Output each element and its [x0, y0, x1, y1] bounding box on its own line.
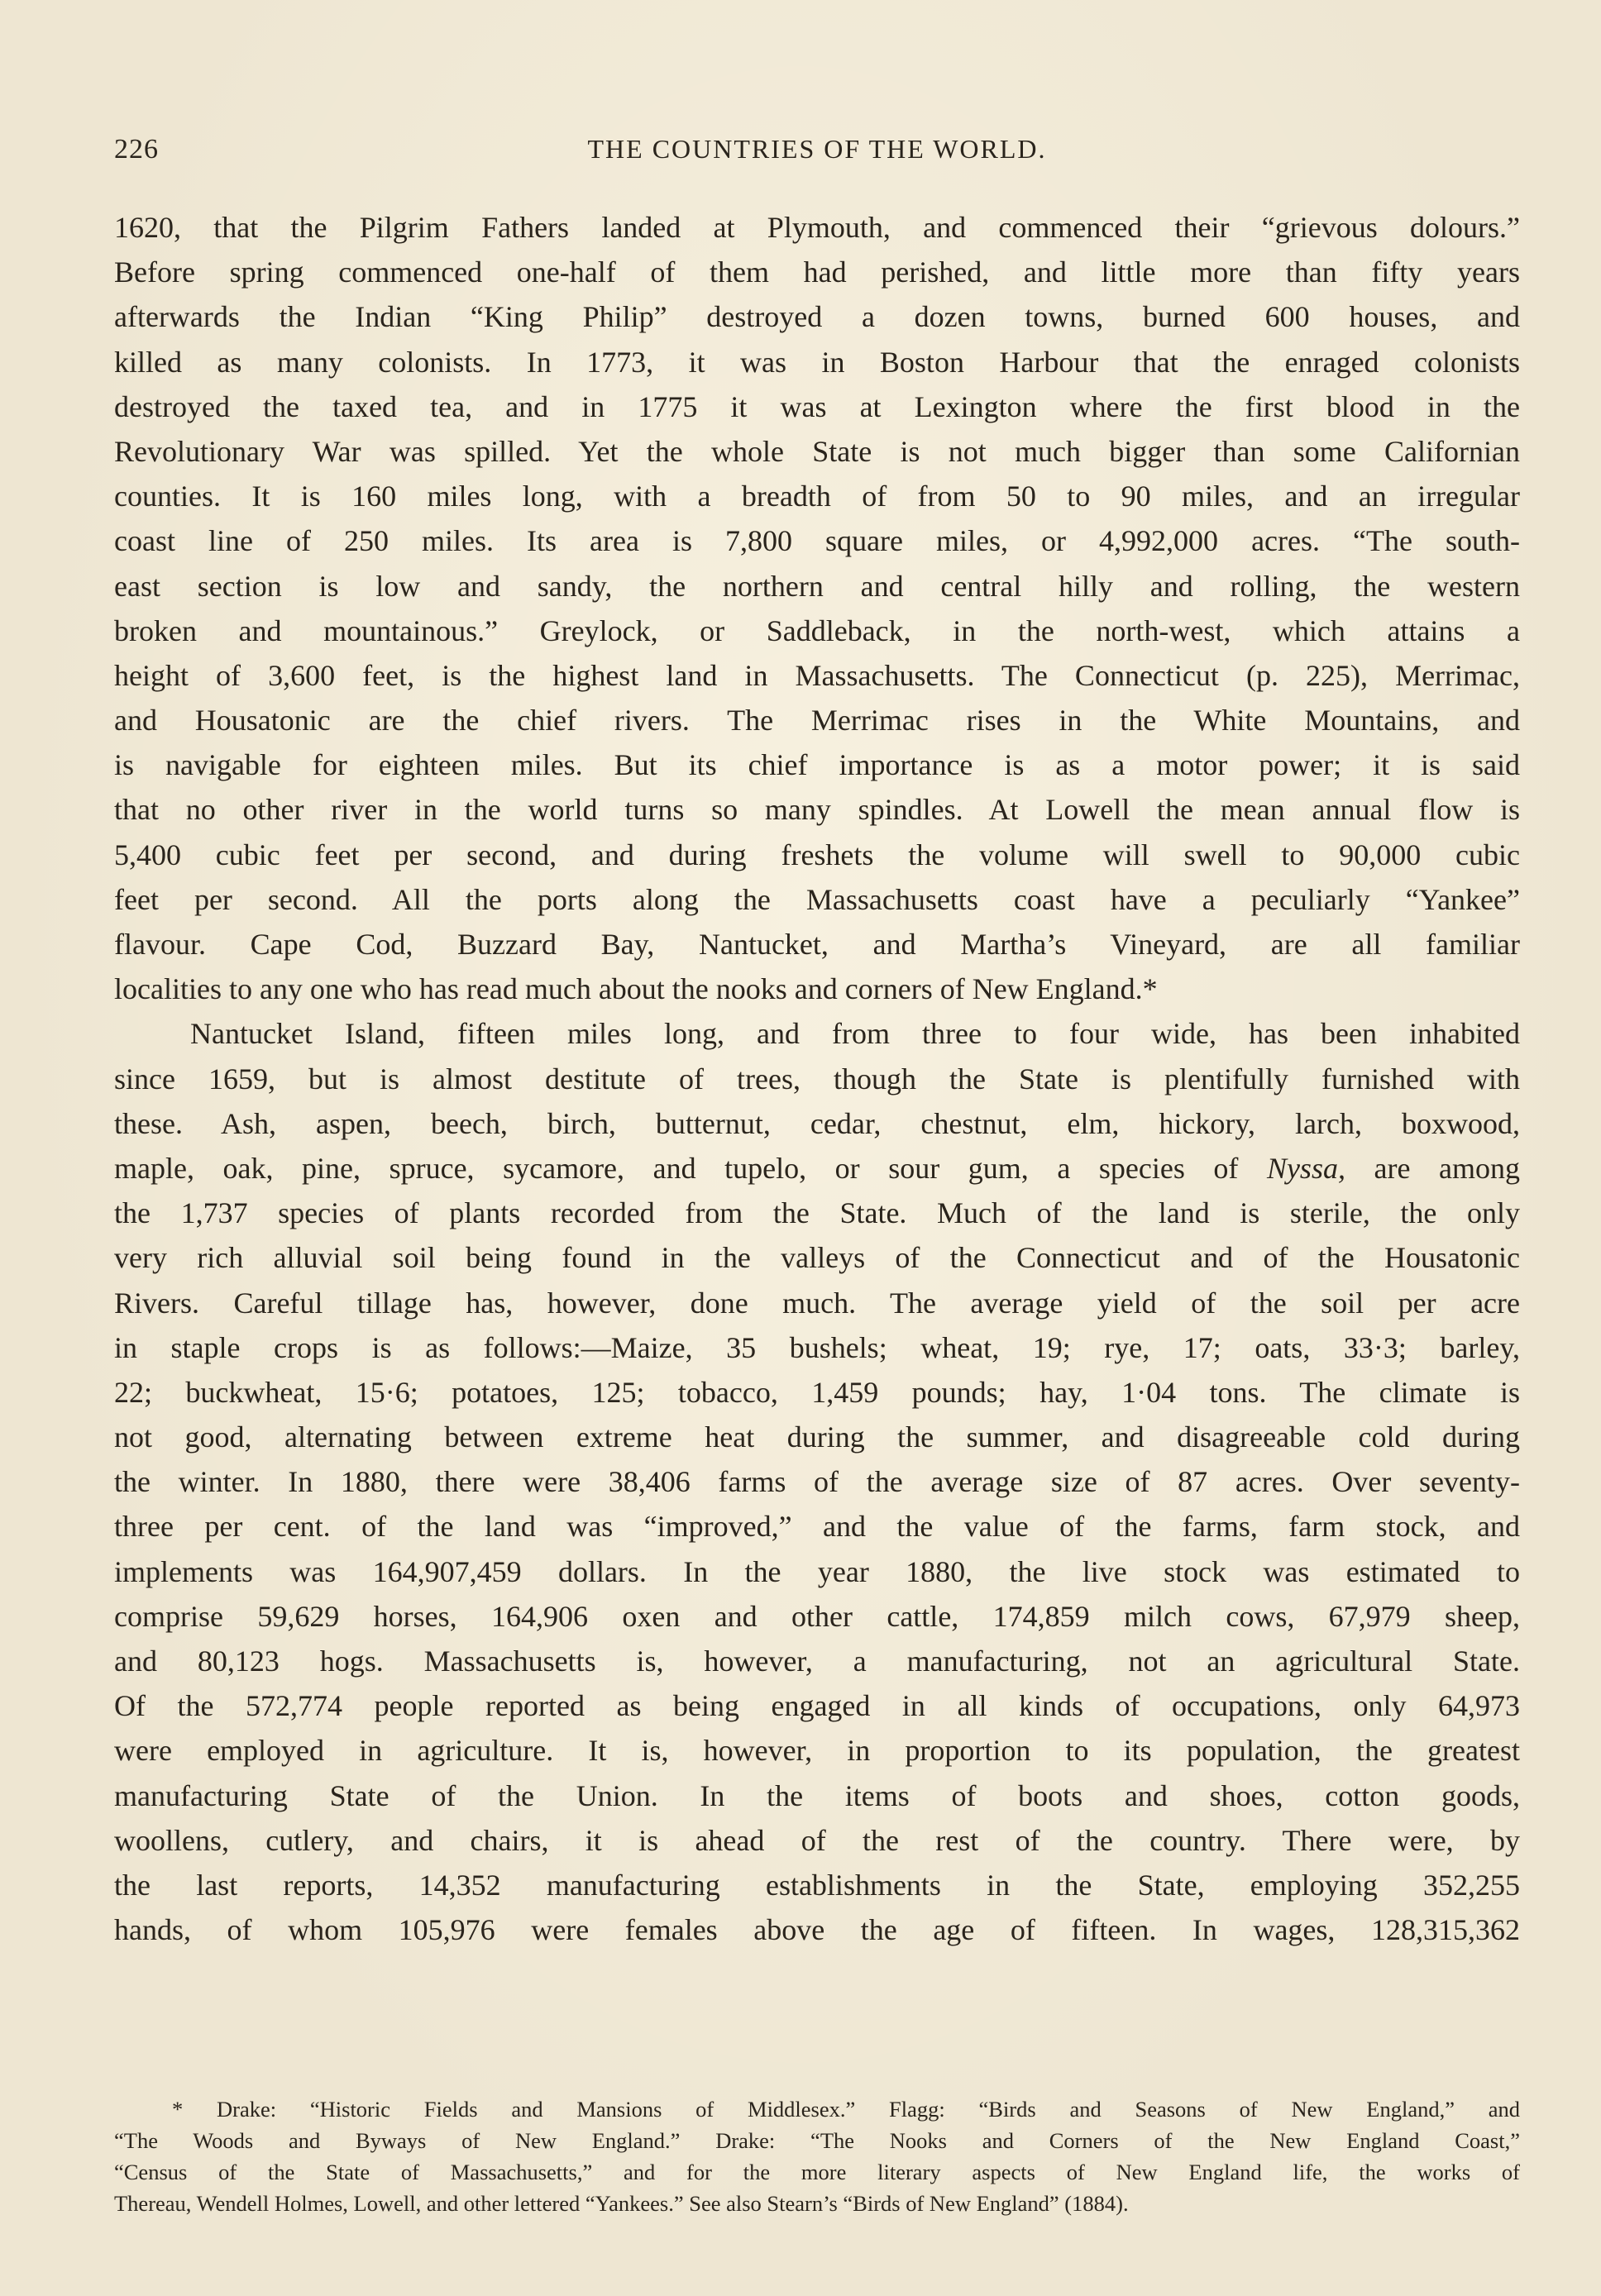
- text-line: height of 3,600 feet, is the highest land in Massachusetts. The Connecticut (p. 225), Merrimac,: [114, 658, 1520, 692]
- text-line: flavour. Cape Cod, Buzzard Bay, Nantucket, and Martha’s Vineyard, are all familiar: [114, 928, 1520, 961]
- text-line: is navigable for eighteen miles. But its chief importance is as a motor power; it is said: [114, 748, 1520, 782]
- text-line: killed as many colonists. In 1773, it was in Boston Harbour that the enraged colonists: [114, 345, 1520, 379]
- text-line: and 80,123 hogs. Massachusetts is, however, a manufacturing, not an agricultural State.: [114, 1644, 1520, 1678]
- text-line: Revolutionary War was spilled. Yet the whole State is not much bigger than some Californian: [114, 434, 1520, 468]
- text-line: three per cent. of the land was “improved,” and the value of the farms, farm stock, and: [114, 1510, 1520, 1544]
- text-line: since 1659, but is almost destitute of trees, though the State is plentifully furnished with: [114, 1062, 1520, 1095]
- text-line: in staple crops is as follows:—Maize, 35 bushels; wheat, 19; rye, 17; oats, 33·3; barley,: [114, 1330, 1520, 1364]
- italic-species-name: Nyssa,: [1266, 1151, 1345, 1185]
- text-line: 22; buckwheat, 15·6; potatoes, 125; tobacco, 1,459 pounds; hay, 1·04 tons. The climate is: [114, 1375, 1520, 1409]
- text-line: Of the 572,774 people reported as being engaged in all kinds of occupations, only 64,973: [114, 1689, 1520, 1723]
- text-line: counties. It is 160 miles long, with a breadth of from 50 to 90 miles, and an irregular: [114, 480, 1520, 513]
- footnote-line: “Census of the State of Massachusetts,” and for the more literary aspects of New England life, the works of: [114, 2160, 1520, 2184]
- text-line: comprise 59,629 horses, 164,906 oxen and other cattle, 174,859 milch cows, 67,979 sheep,: [114, 1599, 1520, 1633]
- footnote-line: * Drake: “Historic Fields and Mansions of Middlesex.” Flagg: “Birds and Seasons of New England,” and: [172, 2097, 1520, 2122]
- footnote: [114, 2093, 1520, 2219]
- text-line: afterwards the Indian “King Philip” destroyed a dozen towns, burned 600 houses, and: [114, 300, 1520, 334]
- text-line: the 1,737 species of plants recorded from the State. Much of the land is sterile, the only: [114, 1196, 1520, 1230]
- text-line: implements was 164,907,459 dollars. In the year 1880, the live stock was estimated to: [114, 1554, 1520, 1588]
- text-line: east section is low and sandy, the northern and central hilly and rolling, the western: [114, 569, 1520, 603]
- text-segment: are among: [1345, 1151, 1520, 1185]
- body-text: [114, 205, 1520, 1952]
- text-line: and Housatonic are the chief rivers. The Merrimac rises in the White Mountains, and: [114, 704, 1520, 737]
- text-line: Before spring commenced one-half of them had perished, and little more than fifty years: [114, 255, 1520, 289]
- page-number: 226: [114, 134, 159, 165]
- text-line: broken and mountainous.” Greylock, or Saddleback, in the north-west, which attains a: [114, 613, 1520, 647]
- running-head: [114, 134, 1520, 175]
- text-line: Rivers. Careful tillage has, however, done much. The average yield of the soil per acre: [114, 1286, 1520, 1320]
- text-line: these. Ash, aspen, beech, birch, butternut, cedar, chestnut, elm, hickory, larch, boxwood,: [114, 1106, 1520, 1140]
- text-line: the last reports, 14,352 manufacturing establishments in the State, employing 352,255: [114, 1868, 1520, 1902]
- text-line: 1620, that the Pilgrim Fathers landed at Plymouth, and commenced their “grievous dolours.”: [114, 211, 1520, 244]
- text-line: 5,400 cubic feet per second, and during freshets the volume will swell to 90,000 cubic: [114, 838, 1520, 871]
- text-line: hands, of whom 105,976 were females above the age of fifteen. In wages, 128,315,362: [114, 1913, 1520, 1947]
- text-line: not good, alternating between extreme heat during the summer, and disagreeable cold during: [114, 1420, 1520, 1454]
- text-segment: maple, oak, pine, spruce, sycamore, and tupelo, or sour gum, a species of: [114, 1151, 1267, 1185]
- text-line: were employed in agriculture. It is, however, in proportion to its population, the greatest: [114, 1734, 1520, 1768]
- text-line: very rich alluvial soil being found in the valleys of the Connecticut and of the Housatonic: [114, 1241, 1520, 1275]
- footnote-line: “The Woods and Byways of New England.” Drake: “The Nooks and Corners of the New England Coast,”: [114, 2128, 1520, 2153]
- text-line: manufacturing State of the Union. In the items of boots and shoes, cotton goods,: [114, 1778, 1520, 1812]
- text-line: woollens, cutlery, and chairs, it is ahead of the rest of the country. There were, by: [114, 1823, 1520, 1857]
- text-line: localities to any one who has read much about the nooks and corners of New England.*: [114, 972, 1158, 1006]
- text-line: coast line of 250 miles. Its area is 7,800 square miles, or 4,992,000 acres. “The south-: [114, 524, 1520, 558]
- text-line: destroyed the taxed tea, and in 1775 it was at Lexington where the first blood in the: [114, 389, 1520, 423]
- paragraph-start-line: Nantucket Island, fifteen miles long, and from three to four wide, has been inhabited: [190, 1017, 1520, 1051]
- footnote-line: Thereau, Wendell Holmes, Lowell, and other lettered “Yankees.” See also Stearn’s “Birds of New England” (1884).: [114, 2191, 1129, 2216]
- text-line: feet per second. All the ports along the Massachusetts coast have a peculiarly “Yankee”: [114, 882, 1520, 916]
- text-line-with-italic: [114, 1146, 1520, 1191]
- text-line: the winter. In 1880, there were 38,406 farms of the average size of 87 acres. Over seventy-: [114, 1465, 1520, 1499]
- page-header-title: THE COUNTRIES OF THE WORLD.: [587, 134, 1047, 164]
- text-line: that no other river in the world turns so many spindles. At Lowell the mean annual flow is: [114, 793, 1520, 827]
